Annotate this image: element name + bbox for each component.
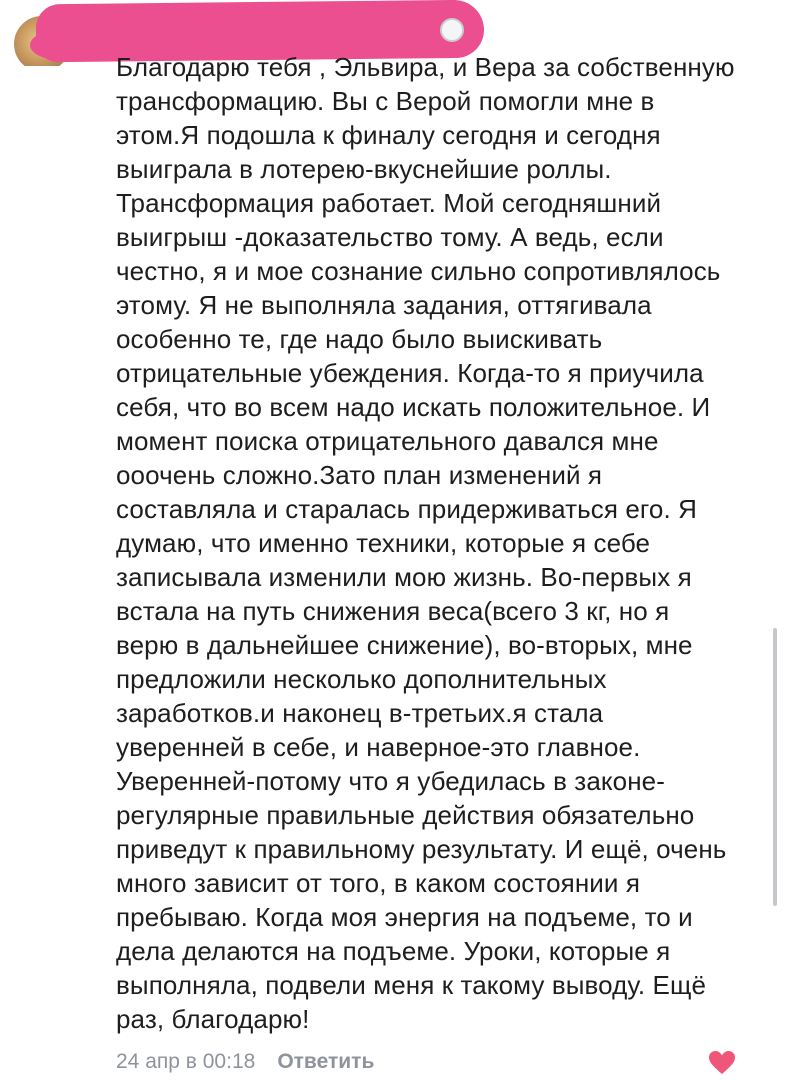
heart-icon-shape [708, 1050, 736, 1076]
comment-timestamp: 24 апр в 00:18 [116, 1050, 256, 1073]
comment-text: Благодарю тебя , Эльвира, и Вера за собственную трансформацию. Вы с Верой помогли мне в этом.Я подошла к финалу сегодня и сегодня выиграла в лотерею-вкуснейшие роллы. Трансформация работает. Мой сегодняшний выигрыш -доказательство тому. А ведь, если честно, я и мое сознание сильно сопротивлялось этому. Я не выполняла задания, оттягивала особенно те, где надо было выискивать отрицательные убеждения. Когда-то я приучила себя, что во всем надо искать положительное. И момент поиска отрицательного давался мне ооочень сложно.Зато план изменений я составляла и старалась придерживаться его. Я думаю, что именно техники, которые я себе записывала изменили мою жизнь. Во-первых я встала на путь снижения веса(всего 3 кг, но я верю в дальнейшее снижение), во-вторых, мне предложили несколько дополнительных заработков.и наконец в-третьих.я стала уверенней в себе, и наверное-это главное. Уверенней-потому что я убедилась в законе- регулярные правильные действия обязательно приведут к правильному результату. И ещё, очень много зависит от того, в каком состоянии я пребываю. Когда моя энергия на подъеме, то и дела делаются на подъеме. Уроки, которые я выполняла, подвели меня к такому выводу. Ещё раз, благодарю! [116, 52, 735, 1034]
redaction-mark-edge [30, 30, 90, 60]
heart-icon[interactable] [708, 1050, 736, 1076]
comment-meta [116, 1048, 374, 1076]
more-icon[interactable] [440, 18, 464, 42]
reply-button[interactable]: Ответить [277, 1050, 375, 1073]
scrollbar[interactable] [773, 628, 777, 906]
